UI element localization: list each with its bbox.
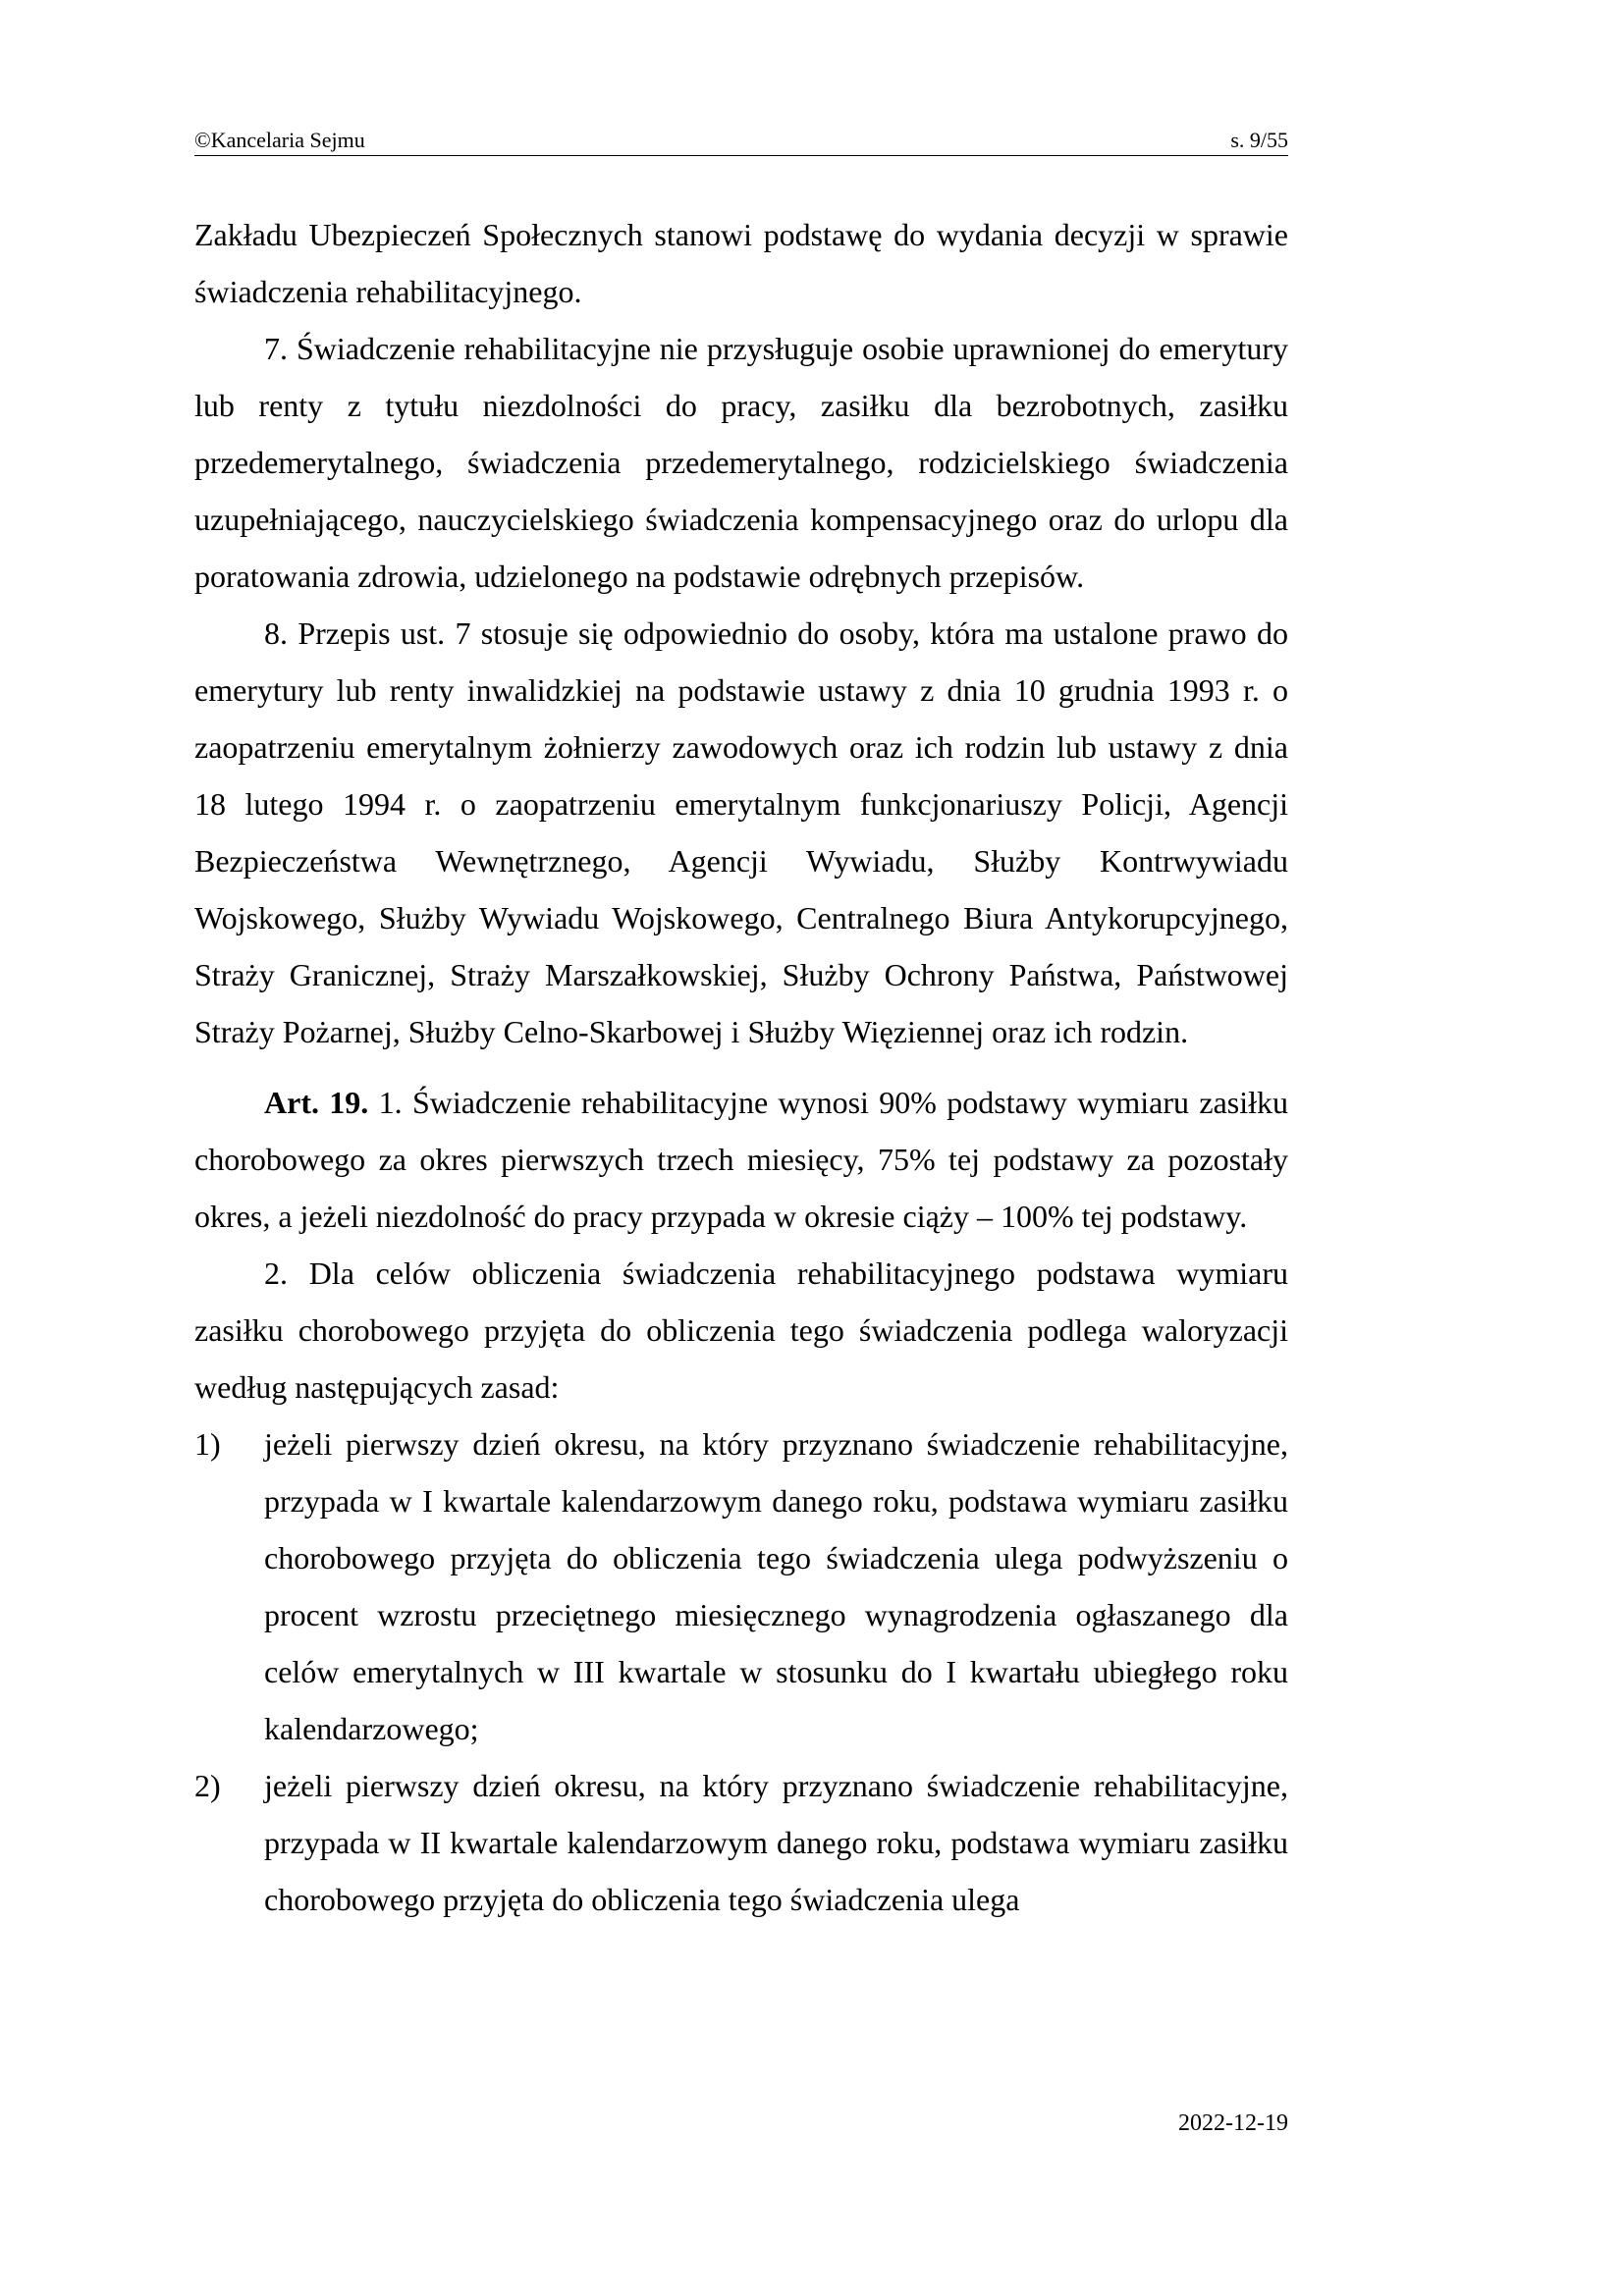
list-item-text: jeżeli pierwszy dzień okresu, na który przyznano świadczenie rehabilitacyjne, przypada w II kwartale kalendarzowym danego roku, podstawa wymiaru zasiłku chorobowego przyjęta do obliczenia tego świadczenia ulega (264, 1768, 1288, 1917)
document-body (194, 206, 1288, 1928)
page-number: s. 9/55 (1230, 128, 1288, 152)
article-19-section-1 (194, 1074, 1288, 1245)
page-header (194, 126, 1288, 156)
list-item-text: jeżeli pierwszy dzień okresu, na który przyznano świadczenie rehabilitacyjne, przypada w I kwartale kalendarzowym danego roku, podstawa wymiaru zasiłku chorobowego przyjęta do obliczenia tego świadczenia ulega podwyższeniu o procent wzrostu przeciętnego miesięcznego wynagrodzenia ogłaszanego dla celów emerytalnych w III kwartale w stosunku do I kwartału ubiegłego roku kalendarzowego; (264, 1426, 1288, 1746)
list-item (194, 1415, 1288, 1757)
article-19-section-2: 2. Dla celów obliczenia świadczenia rehabilitacyjnego podstawa wymiaru zasiłku chorobowego przyjęta do obliczenia tego świadczenia podlega waloryzacji według następujących zasad: (194, 1255, 1288, 1405)
list-item-number: 2) (194, 1768, 221, 1803)
article-heading: Art. 19. (264, 1085, 369, 1120)
paragraph-section-7: 7. Świadczenie rehabilitacyjne nie przysługuje osobie uprawnionej do emerytury lub renty z tytułu niezdolności do pracy, zasiłku dla bezrobotnych, zasiłku przedemerytalnego, świadczenia przedemerytalnego, rodzicielskiego świadczenia uzupełniającego, nauczycielskiego świadczenia kompensacyjnego oraz do urlopu dla poratowania zdrowia, udzielonego na podstawie odrębnych przepisów. (194, 331, 1288, 594)
paragraph-section-8: 8. Przepis ust. 7 stosuje się odpowiednio do osoby, która ma ustalone prawo do emerytury lub renty inwalidzkiej na podstawie ustawy z dnia 10 grudnia 1993 r. o zaopatrzeniu emerytalnym żołnierzy zawodowych oraz ich rodzin lub ustawy z dnia 18 lutego 1994 r. o zaopatrzeniu emerytalnym funkcjonariuszy Policji, Agencji Bezpieczeństwa Wewnętrznego, Agencji Wywiadu, Służby Kontrwywiadu Wojskowego, Służby Wywiadu Wojskowego, Centralnego Biura Antykorupcyjnego, Straży Granicznej, Straży Marszałkowskiej, Służby Ochrony Państwa, Państwowej Straży Pożarnej, Służby Celno-Skarbowej i Służby Więziennej oraz ich rodzin. (194, 615, 1288, 1049)
page-footer-date: 2022-12-19 (1178, 2110, 1288, 2136)
list-item-number: 1) (194, 1426, 221, 1462)
paragraph-continuation: Zakładu Ubezpieczeń Społecznych stanowi podstawę do wydania decyzji w sprawie świadczenia rehabilitacyjnego. (194, 217, 1288, 309)
list-item (194, 1757, 1288, 1928)
article-19-section-1-text: 1. Świadczenie rehabilitacyjne wynosi 90% podstawy wymiaru zasiłku chorobowego za okres pierwszych trzech miesięcy, 75% tej podstawy za pozostały okres, a jeżeli niezdolność do pracy przypada w okresie ciąży – 100% tej podstawy. (194, 1085, 1289, 1234)
publisher-label: ©Kancelaria Sejmu (194, 128, 365, 152)
